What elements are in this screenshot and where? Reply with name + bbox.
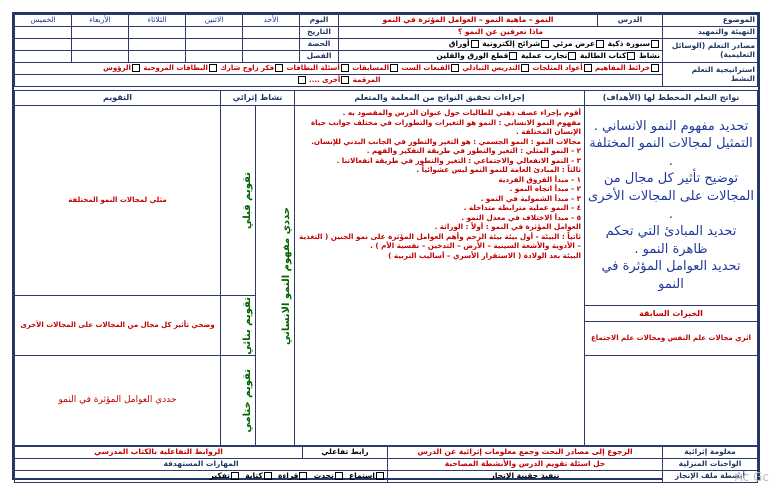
homework-label: الواجبات المنزلية [663,459,758,471]
checkbox-speaking[interactable] [335,472,343,480]
checkbox-reading[interactable] [299,472,307,480]
col-assessment: التقويم [15,91,221,106]
resources-label: مصادر التعلم (الوسائل التعليمية) [663,39,758,63]
lesson-label: الدرس [598,15,663,27]
checkbox-writing[interactable] [264,472,272,480]
skills-checkboxes: استماع تحدث قراءة كتابة تفكير [15,471,388,483]
checkbox-thinking[interactable] [231,472,239,480]
strategies-label: استراتيجية التعلم النشط [663,63,758,87]
skills-label: المهارات المستهدفة [15,459,388,471]
day-tue: الثلاثاء [129,15,186,27]
checkbox-listening[interactable] [376,472,384,480]
enrichment-label: معلومة إثرائية [663,447,758,459]
objective-3: توضيح تأثير كل مجال من المجالات على المجالات الأخرى . [588,171,754,222]
main-table [14,90,758,446]
col-procedures: إجراءات تحقيق النواتج من المعلمة والمتعلم [295,91,585,106]
objectives-cell [585,106,758,306]
lesson-plan-sheet [12,12,760,480]
intro-label: التهيئة والتمهيد [663,27,758,39]
assessment-text-pre: مثلي لمجالات النمو المختلفة [15,106,221,296]
procedures-cell: أقوم بإجراء عصف ذهني للطالبات حول عنوان الدرس والمقصود به . مفهوم النمو الانساني : النمو هو التغيرات والتطورات في مختلف جوانب حياة الإنسان المختلفة . مجالات النمو : النمو الجسمي : هو التغير والتطور في الجانب البدني للإنسان. ٢ - النمو المثلي : التغير والتطور في طريقة التفكير والفهم . ٣ - النمو الانفعالي والاجتماعي : التغير والتطور في طريقة انفعالاتنا . ثالثاً : المبادئ العامة للنمو النمو ليس عشوائياً . ١ - مبدأ الفروق الفردية ٢ - مبدأ اتجاه النمو . ٣ - مبدأ الشمولية في النمو . ٤ - النمو عملية مترابطة متداخلة . ٥ - مبدأ الاختلاف في معدل النمو . العوامل المؤثرة في النمو : أولاً : الوراثة . ثانياً : البيئة - أول بيئة بيئة الرحم وأهم العوامل المؤثرة على نمو الجنين ( التغذية – الأدوية والأشعة السينية – الأرض – التدخين – نفسية الأم ) . البيئة بعد الولادة ( الاستقرار الأسري – أساليب التربية ) [295,106,585,446]
intro-value: ماذا تعرفين عن النمو ؟ [339,27,663,39]
resources-row-2: نشاط كتاب الطالبة تجارب عملية قطع الورق والقلين [339,51,663,63]
link-label: رابط تفاعلي [303,447,388,459]
prior-cell [585,306,758,356]
assessment-kind-pre: تقويم قبلي [221,106,256,296]
watermark-text: Ac Gc [734,470,769,484]
objective-1: تحديد مفهوم النمو الانساني . [593,118,749,134]
col-activity: نشاط إثرائي [221,91,295,106]
footer-table [14,446,758,483]
strategies-row-1: خرائط المفاهيم أعواد المثلجات التدريس التبادلي القبعات الست المسابقات أسئلة البطاقات فكر زاوج شارك البطاقات المروحية الرؤوس [15,63,663,75]
assessment-text-summative: حددي العوامل المؤثرة في النمو [15,356,221,446]
lesson-value: النمو – ماهية النمو – العوامل المؤثرة في النمو [339,15,598,27]
prior-value: اثري مجالات علم النفس ومجالات علم الاجتماع [591,333,751,342]
assessment-text-formative: وضحي تأثير كل مجال من المجالات على المجالات الأخرى [15,296,221,356]
portfolio-label: أنشطة ملف الإنجاز [663,471,758,483]
day-label: اليوم [300,15,339,27]
class-label: الفصل [300,51,339,63]
day-sun: الأحد [243,15,300,27]
assessment-kind-summative: تقويم ختامي [221,356,256,446]
resources-row-1: سبورة ذكية عرض مرئي شرائح إلكترونية أوراق [339,39,663,51]
assessment-kind-formative: تقويم بنائي [221,296,256,356]
strategies-row-2: المرقمة أخرى .... [15,75,663,87]
day-wed: الأربعاء [72,15,129,27]
objective-2: التمثيل لمجالات النمو المختلفة . [589,136,753,169]
objective-4: تحديد المبادئ التي تحكم ظاهرة النمو . [605,224,737,257]
day-mon: الاثنين [186,15,243,27]
link-value: الروابط التفاعلية بالكتاب المدرسي [15,447,303,459]
prior-label: الخبرات السابقة [585,307,757,321]
period-label: الحصة [300,39,339,51]
topic-label: الموضوع [663,15,758,27]
activity-value: حددي مفهوم النمو الانساني [280,206,292,345]
header-table [14,14,758,87]
day-thu: الخميس [15,15,72,27]
col-outcomes: نواتج التعلم المخطط لها (الأهداف) [585,91,758,106]
portfolio-value: تنفيذ حقيبة الإنجاز [388,471,663,483]
enrichment-value: الرجوع إلى مصادر البحث وجمع معلومات إثرائية عن الدرس [388,447,663,459]
objective-5: تحديد العوامل المؤثرة في النمو [601,259,741,292]
date-label: التاريخ [300,27,339,39]
activity-cell [256,106,295,446]
homework-value: حل اسئلة تقويم الدرس والأنشطة المصاحبة [388,459,663,471]
